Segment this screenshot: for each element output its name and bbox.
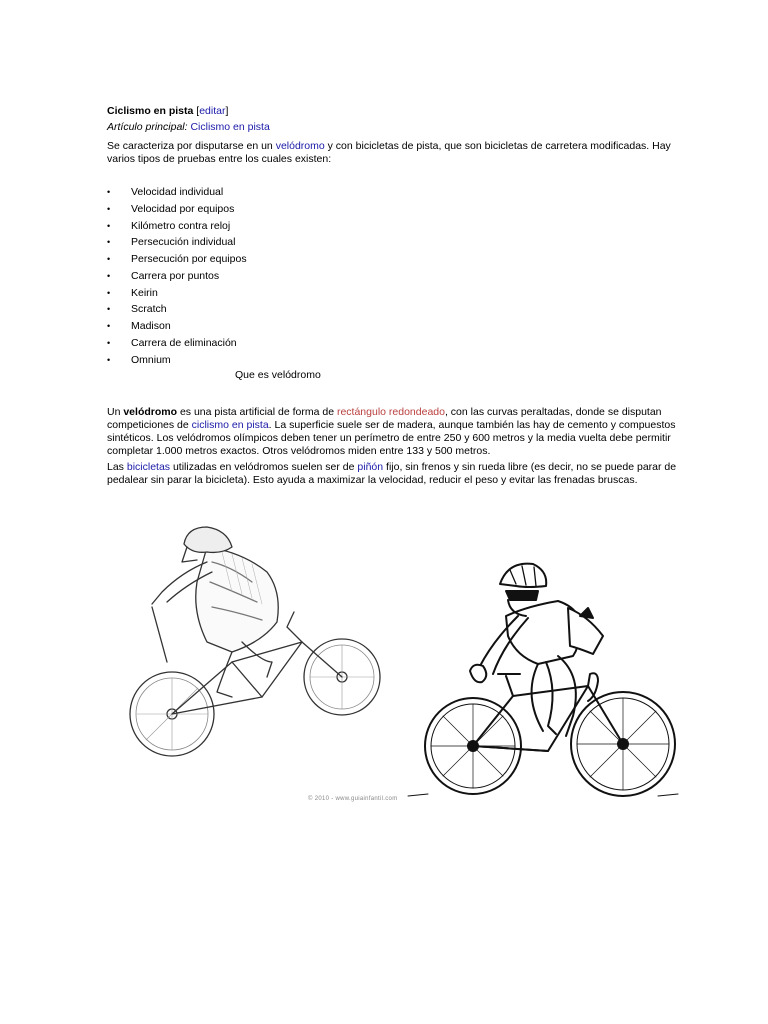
figure-credit: © 2010 - www.guiainfantil.com (308, 796, 398, 802)
list-item-label: Madison (131, 320, 171, 332)
edit-bracket-close: ] (225, 105, 229, 117)
list-item-label: Carrera por puntos (131, 269, 220, 282)
intro-text-1: Se caracteriza por disputarse en un (107, 140, 276, 152)
edit-bracket-open: [ (193, 105, 200, 117)
list-item-label: Omnium (131, 353, 171, 366)
pinon-link[interactable]: piñón (357, 460, 384, 473)
bullet-icon: • (107, 254, 111, 264)
section-heading (107, 105, 682, 120)
list-item (107, 318, 682, 335)
list-item (107, 268, 682, 285)
list-item (107, 218, 682, 235)
bicicletas-link[interactable]: bicicletas (126, 460, 171, 473)
intro-paragraph (107, 140, 682, 166)
list-item-label: Kilómetro contra reloj (131, 219, 231, 232)
bullet-icon: • (107, 237, 111, 248)
list-item-label: Velocidad por equipos (131, 202, 235, 215)
list-item (107, 301, 682, 318)
bicycles-text-1: Las (107, 460, 127, 473)
bicycles-text-2: utilizadas en velódromos suelen ser de (170, 460, 358, 473)
bullet-icon: • (107, 337, 111, 348)
section-title: Ciclismo en pista (107, 105, 194, 117)
velodrome-paragraph (107, 406, 682, 458)
article-section (107, 105, 682, 368)
event-types-list (107, 184, 682, 368)
velodrome-text-4: . La superficie suele ser de madera, aunque también las hay de cemento y compuestos sintéticos. Los velódromos olímpicos deben tener un perímetro de entre 250 y 600 metros y la media vuelta debe permitir completar 1.000 metros exactos. Otros velódromos miden entre 133 y 500 metros. (107, 418, 676, 457)
bullet-icon: • (107, 270, 111, 281)
image-caption: Que es velódromo (235, 369, 321, 381)
velodrome-text-1: Un (107, 405, 124, 418)
bicycles-paragraph (107, 461, 682, 487)
bullet-icon: • (107, 354, 111, 365)
bullet-icon: • (107, 187, 111, 197)
bullet-icon: • (107, 220, 111, 231)
velodrome-text-2: es una pista artificial de forma de (177, 405, 337, 418)
bullet-icon: • (107, 321, 111, 331)
velodromo-link[interactable]: velódromo (275, 140, 325, 152)
list-item (107, 251, 682, 268)
bullet-icon: • (107, 203, 111, 214)
velodrome-text-3: , con las curvas peraltadas, donde se disputan competiciones de (107, 405, 662, 431)
list-item (107, 352, 682, 369)
list-item (107, 201, 682, 218)
bullet-icon: • (107, 304, 111, 315)
list-item (107, 234, 682, 251)
list-item-label: Carrera de eliminación (131, 336, 237, 349)
list-item-label: Keirin (131, 286, 158, 299)
list-item (107, 335, 682, 352)
intro-text-2: y con bicicletas de pista, que son bicicletas de carretera modificadas. Hay varios tipos de pruebas entre los cuales existen: (107, 140, 671, 165)
velodrome-bold-term: velódromo (123, 405, 178, 418)
list-item (107, 184, 682, 201)
bullet-icon: • (107, 287, 111, 298)
main-article-prefix: Artículo principal: (107, 121, 191, 133)
bmx-rider-drawing (112, 492, 394, 810)
list-item-label: Persecución individual (131, 236, 236, 249)
bicycles-text-3: fijo, sin frenos y sin rueda libre (es decir, no se puede parar de pedalear sin parar la bicicleta). Esto ayuda a maximizar la velocidad, reducir el peso y evitar las frenadas bruscas. (107, 460, 677, 486)
rectangulo-redondeado-link[interactable]: rectángulo redondeado (336, 405, 445, 418)
list-item (107, 285, 682, 302)
list-item-label: Velocidad individual (131, 186, 224, 198)
list-item-label: Persecución por equipos (131, 253, 247, 265)
main-article-note (107, 121, 682, 136)
edit-link[interactable]: editar (199, 105, 226, 117)
road-cyclist-drawing (398, 556, 681, 810)
list-item-label: Scratch (131, 303, 167, 316)
main-article-link[interactable]: Ciclismo en pista (190, 121, 270, 133)
ciclismo-en-pista-link[interactable]: ciclismo en pista (191, 418, 269, 431)
